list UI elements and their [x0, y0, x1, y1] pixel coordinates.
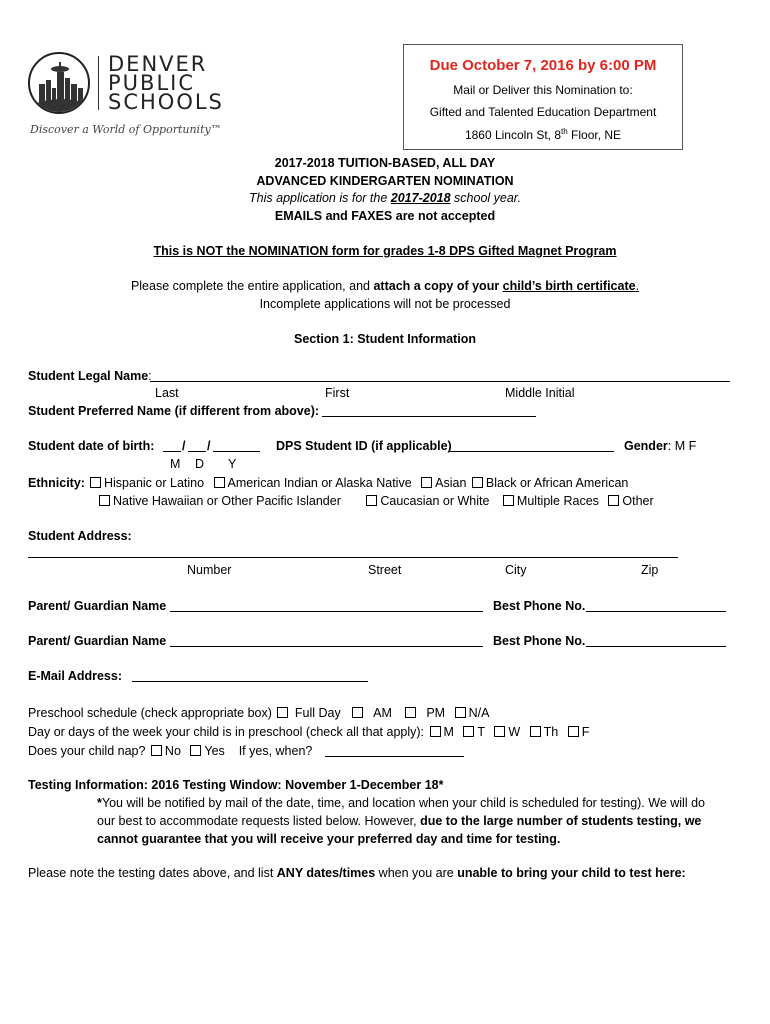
- legal-name-row: Student Legal Name:: [28, 369, 152, 383]
- legal-name-label: Student Legal Name: [28, 369, 149, 383]
- form-title-line2: ADVANCED KINDERGARTEN NOMINATION: [256, 174, 514, 188]
- address-sub-city: City: [505, 563, 527, 577]
- ethnicity-checkbox-asian[interactable]: [421, 477, 432, 488]
- ethnicity-checkbox-hispanic[interactable]: [90, 477, 101, 488]
- dob-sub-y: Y: [228, 457, 237, 471]
- parent1-field[interactable]: [170, 611, 483, 612]
- ethnicity-row-2: Native Hawaiian or Other Pacific Islander Caucasian or White Multiple Races Other: [97, 494, 654, 508]
- gender-options[interactable]: : M F: [667, 439, 697, 453]
- day-checkbox-f[interactable]: [568, 726, 579, 737]
- day-checkbox-m[interactable]: [430, 726, 441, 737]
- schedule-checkbox-am[interactable]: [352, 707, 363, 718]
- logo-divider: [98, 56, 99, 110]
- parent1-phone-field[interactable]: [586, 611, 726, 612]
- email-field[interactable]: [132, 681, 368, 682]
- testing-title: Testing Information: 2016 Testing Window: November 1-December 18*: [28, 778, 444, 792]
- address-label: Student Address:: [28, 529, 132, 543]
- ethnicity-checkbox-multiple[interactable]: [503, 495, 514, 506]
- nap-label: Does your child nap?: [28, 744, 146, 758]
- schedule-checkbox-pm[interactable]: [405, 707, 416, 718]
- department-address: 1860 Lincoln St, 8th Floor, NE: [464, 127, 622, 142]
- testing-para-line2: our best to accommodate requests listed below. However, due to the large number of students testing, we: [97, 814, 702, 828]
- ethnicity-row-1: Hispanic or Latino American Indian or Alaska Native Asian Black or African American: [88, 476, 628, 490]
- address-sub-street: Street: [368, 563, 402, 577]
- nap-checkbox-no[interactable]: [151, 745, 162, 756]
- gender-row: [624, 439, 696, 453]
- nap-when-field[interactable]: [325, 756, 464, 757]
- schedule-checkbox-full-day[interactable]: [277, 707, 288, 718]
- parent1-phone-label: Best Phone No.: [493, 599, 586, 613]
- address-field[interactable]: [28, 557, 678, 558]
- dob-slash-1: /: [182, 439, 186, 453]
- ethnicity-label: Ethnicity:: [28, 476, 85, 490]
- due-date-title: Due October 7, 2016 by 6:00 PM: [429, 57, 657, 74]
- gender-label: Gender: [624, 439, 668, 453]
- day-checkbox-t[interactable]: [463, 726, 474, 737]
- logo-tagline: Discover a World of Opportunity™: [30, 123, 222, 136]
- legal-name-field[interactable]: [150, 381, 730, 382]
- logo-word-schools: SCHOOLS: [108, 90, 224, 114]
- skyline-emblem-icon: [28, 52, 90, 114]
- legal-name-sub-first: First: [325, 386, 350, 400]
- instructions-line2: Incomplete applications will not be processed: [259, 297, 511, 311]
- legal-name-sub-middle: Middle Initial: [505, 386, 575, 400]
- legal-name-sub-last: Last: [155, 386, 179, 400]
- testing-para-line1: *You will be notified by mail of the date, time, and location when your child is scheduled for testing). We will do: [97, 796, 705, 810]
- preschool-schedule-row: Preschool schedule (check appropriate box) Full Day AM PM N/A: [28, 706, 490, 720]
- ethnicity-checkbox-black[interactable]: [472, 477, 483, 488]
- dob-year-field[interactable]: [213, 451, 260, 452]
- nap-when-label: If yes, when?: [238, 744, 313, 758]
- dob-sub-d: D: [195, 457, 205, 471]
- schedule-checkbox-na[interactable]: [455, 707, 466, 718]
- dps-logo: [28, 52, 228, 142]
- preschool-days-label: Day or days of the week your child is in preschool (check all that apply):: [28, 725, 425, 739]
- email-label: E-Mail Address:: [28, 669, 123, 683]
- parent2-phone-label: Best Phone No.: [493, 634, 586, 648]
- instructions-line1: Please complete the entire application, and attach a copy of your child’s birth certificate.: [130, 279, 640, 293]
- ethnicity-checkbox-american-indian[interactable]: [214, 477, 225, 488]
- dob-label: Student date of birth:: [28, 439, 155, 453]
- parent2-field[interactable]: [170, 646, 483, 647]
- day-checkbox-w[interactable]: [494, 726, 505, 737]
- dps-id-label: DPS Student ID (if applicable): [276, 439, 452, 453]
- dob-slash-2: /: [207, 439, 211, 453]
- mail-instruction: Mail or Deliver this Nomination to:: [453, 83, 633, 97]
- logo-word-denver: DENVER: [108, 52, 208, 76]
- address-sub-zip: Zip: [641, 563, 659, 577]
- preschool-days-row: Day or days of the week your child is in preschool (check all that apply): M T W Th F: [28, 725, 590, 739]
- dob-sub-m: M: [170, 457, 181, 471]
- ethnicity-checkbox-other[interactable]: [608, 495, 619, 506]
- preschool-schedule-label: Preschool schedule (check appropriate box): [28, 706, 272, 720]
- nap-row: Does your child nap? No Yes If yes, when?: [28, 744, 313, 758]
- due-date-box: [403, 44, 683, 150]
- preferred-name-field[interactable]: [322, 416, 536, 417]
- logo-word-public: PUBLIC: [108, 71, 195, 95]
- parent1-label: Parent/ Guardian Name: [28, 599, 167, 613]
- no-email-fax-note: EMAILS and FAXES are not accepted: [274, 209, 496, 223]
- parent2-phone-field[interactable]: [586, 646, 726, 647]
- not-grades-notice: This is NOT the NOMINATION form for grades 1-8 DPS Gifted Magnet Program: [153, 244, 617, 258]
- testing-para-line3: cannot guarantee that you will receive your preferred day and time for testing.: [97, 832, 561, 846]
- ethnicity-checkbox-caucasian[interactable]: [366, 495, 377, 506]
- testing-note: Please note the testing dates above, and list ANY dates/times when you are unable to bring your child to test here:: [28, 866, 686, 880]
- department-name: Gifted and Talented Education Department: [429, 105, 657, 119]
- dps-id-field[interactable]: [450, 451, 614, 452]
- ethnicity-checkbox-native-hawaiian[interactable]: [99, 495, 110, 506]
- day-checkbox-th[interactable]: [530, 726, 541, 737]
- parent2-label: Parent/ Guardian Name: [28, 634, 167, 648]
- dob-month-field[interactable]: [163, 451, 181, 452]
- nap-checkbox-yes[interactable]: [190, 745, 201, 756]
- section1-title: Section 1: Student Information: [294, 332, 476, 346]
- address-sub-number: Number: [187, 563, 232, 577]
- preferred-name-label: Student Preferred Name (if different from above):: [28, 404, 320, 418]
- dob-day-field[interactable]: [188, 451, 206, 452]
- form-title-line1: 2017-2018 TUITION-BASED, ALL DAY: [274, 156, 496, 170]
- school-year-note: This application is for the 2017-2018 school year.: [249, 191, 521, 205]
